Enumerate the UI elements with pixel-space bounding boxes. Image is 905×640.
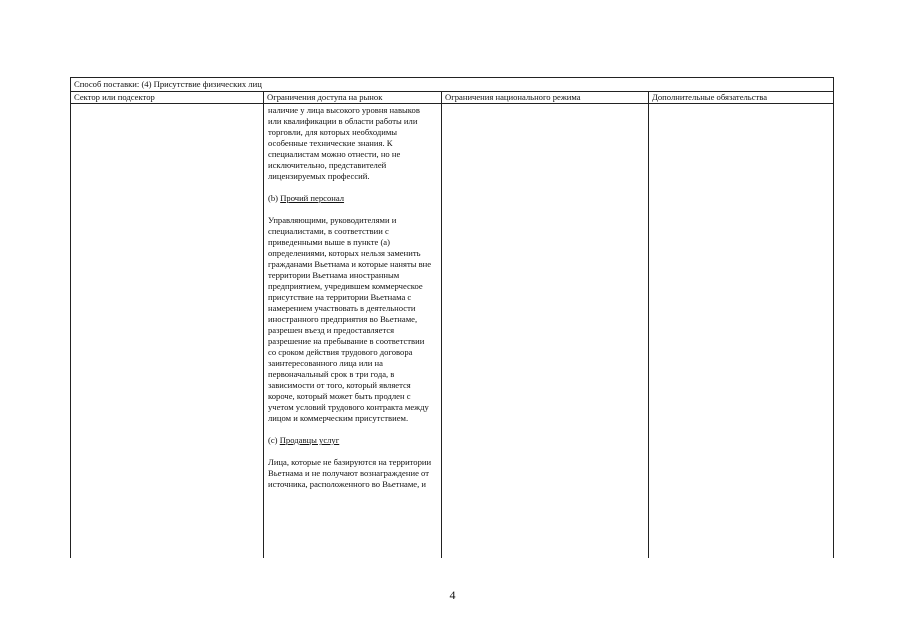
additional-commitments-cell [649,104,834,559]
market-access-cell [264,104,442,559]
section-c-title: Продавцы услуг [279,435,340,445]
section-c-marker: (c) [268,435,278,445]
header-national-treatment: Ограничения национального режима [442,92,649,104]
section-c-paragraph: Лица, которые не базируются на территории Вьетнама и не получают вознаграждение от источника, расположенного во Вьетнаме, и [268,457,432,489]
header-sector: Сектор или подсектор [71,92,264,104]
page-number: 4 [449,588,456,602]
section-b-marker: (b) [268,193,279,203]
market-access-text [267,105,438,490]
column-header-row [71,92,834,104]
section-b-heading [268,193,432,204]
national-treatment-cell [442,104,649,559]
mode-of-supply-cell [71,78,834,92]
mode-of-supply-label: Способ поставки: (4) Присутствие физических лиц [74,79,262,89]
section-c-heading [268,435,432,446]
section-b-paragraph: Управляющими, руководителями и специалистами, в соответствии с приведенными выше в пункте (a) определениями, которых нельзя заменить гражданами Вьетнама и которые наняты вне территории Вьетнама иностранным предприятием, учредившем коммерческое присутствие на территории Вьетнама с намерением участвовать в деятельности иностранного предприятия во Вьетнаме, разрешен въезд и предоставляется разрешение на пребывание в соответствии со сроком действия трудового договора заинтересованного лица или на первоначальный срок в три года, в зависимости от того, который является короче, который может быть продлен с учетом условий трудового контракта между лицом и коммерческим присутствием. [268,215,432,423]
header-market-access: Ограничения доступа на рынок [264,92,442,104]
sector-cell [71,104,264,559]
mode-of-supply-row [71,78,834,92]
section-b-title: Прочий персонал [280,193,345,203]
continued-paragraph: наличие у лица высокого уровня навыков или квалификации в области работы или торговли, для которых необходимы особенные технические знания. К специалистам можно отнести, но не исключительно, представителей лицензируемых профессий. [268,105,420,181]
content-row [71,104,834,559]
schedule-table [70,77,834,558]
header-additional-commitments: Дополнительные обязательства [649,92,834,104]
